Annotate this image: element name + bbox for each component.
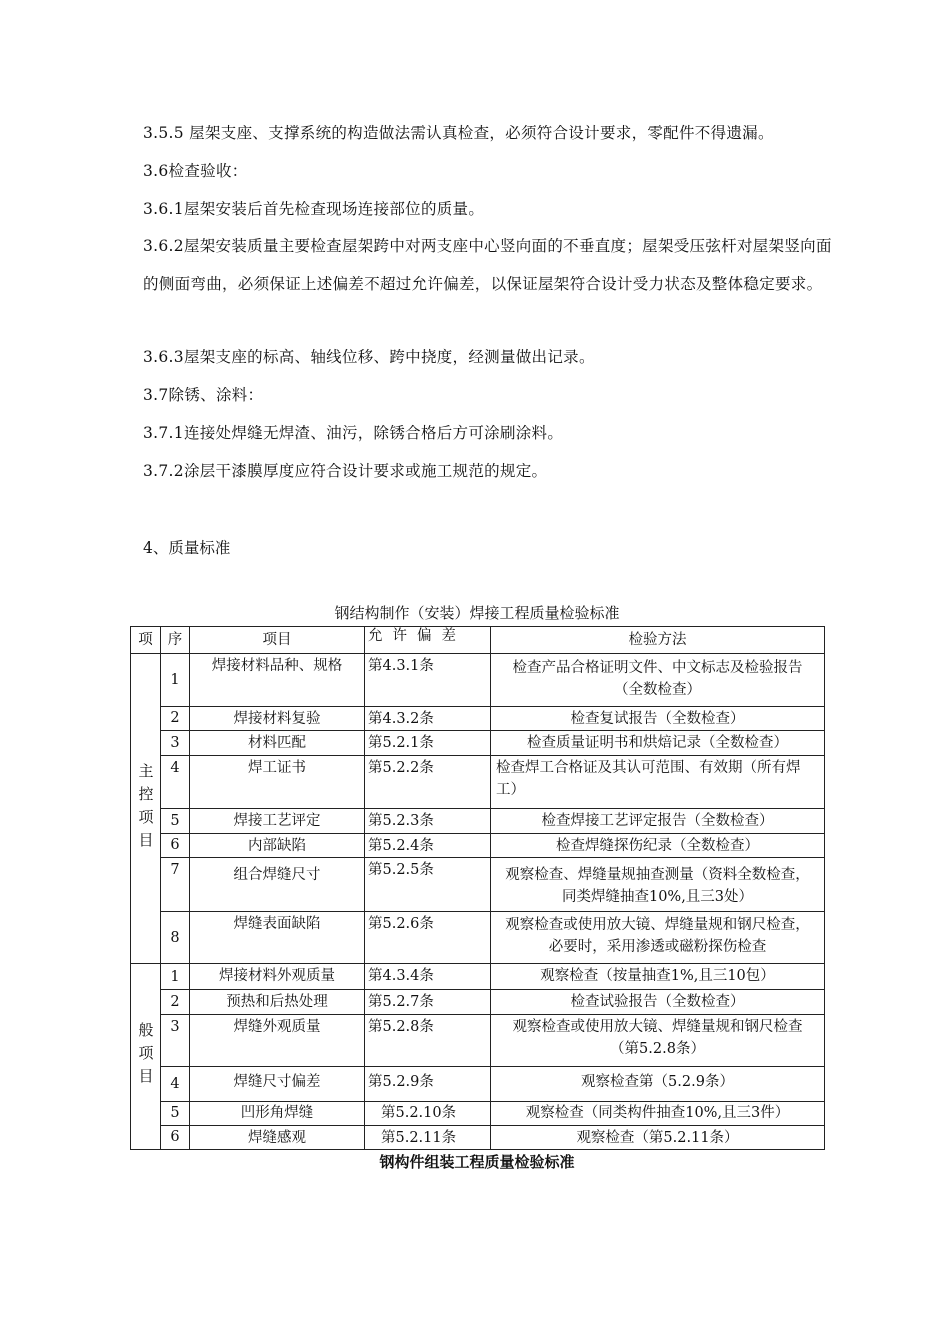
- table-row-tolerance: 第4.3.1条: [365, 654, 491, 707]
- table-row-method: 观察检查、焊缝量规抽查测量（资料全数检查，同类焊缝抽查10%,且三3处）: [491, 858, 825, 912]
- table-row-seq: 6: [161, 1126, 190, 1150]
- table-row-seq: 5: [161, 809, 190, 834]
- table-row-seq: 2: [161, 707, 190, 731]
- table-row-tolerance: 第5.2.9条: [365, 1067, 491, 1102]
- table-row-tolerance: 第5.2.8条: [365, 1015, 491, 1067]
- paragraph-3-6-3: 3.6.3屋架支座的标高、轴线位移、跨中挠度，经测量做出记录。: [143, 348, 595, 366]
- table-row-tolerance: 第4.3.4条: [365, 964, 491, 990]
- table-row-item: 焊接工艺评定: [190, 809, 365, 834]
- table-row-tolerance: 第5.2.1条: [365, 731, 491, 756]
- table-row-seq: 7: [161, 858, 190, 912]
- table-row-method: 观察检查或使用放大镜、焊缝量规和钢尺检查，必要时，采用渗透或磁粉探伤检查: [491, 912, 825, 964]
- table-row-method: 观察检查（同类构件抽查10%,且三3件）: [491, 1102, 825, 1126]
- table-row-seq: 8: [161, 912, 190, 964]
- table-row-tolerance: 第5.2.6条: [365, 912, 491, 964]
- paragraph-3-7-1: 3.7.1连接处焊缝无焊渣、油污，除锈合格后方可涂刷涂料。: [143, 424, 564, 442]
- paragraph-3-6-2: 3.6.2屋架安装质量主要检查屋架跨中对两支座中心竖向面的不垂直度；屋架受压弦杆对屋架竖向面的侧面弯曲，必须保证上述偏差不超过允许偏差，以保证屋架符合设计受力状态及整体稳定要求。: [143, 237, 832, 293]
- table-row-method: 检查产品合格证明文件、中文标志及检验报告（全数检查）: [491, 654, 825, 707]
- category-general-label: 般项目: [136, 1022, 155, 1091]
- category-main-label: 主控项目: [136, 762, 155, 855]
- table-row-tolerance: 第4.3.2条: [365, 707, 491, 731]
- table-row-tolerance: 第5.2.2条: [365, 756, 491, 809]
- table-row-tolerance: 第5.2.5条: [365, 858, 491, 912]
- table-row-tolerance: 第5.2.4条: [365, 834, 491, 858]
- table-row-tolerance: 第5.2.3条: [365, 809, 491, 834]
- header-tolerance: 允许偏差: [368, 628, 466, 644]
- paragraph-3-6-1: 3.6.1屋架安装后首先检查现场连接部位的质量。: [143, 200, 485, 218]
- table-row-seq: 5: [161, 1102, 190, 1126]
- paragraph-3-7-2: 3.7.2涂层干漆膜厚度应符合设计要求或施工规范的规定。: [143, 462, 548, 480]
- table-row-seq: 1: [161, 654, 190, 707]
- table-row-tolerance: 第5.2.11条: [365, 1126, 491, 1150]
- inspection-table: [130, 626, 825, 1150]
- section-heading: 4、质量标准: [143, 539, 231, 557]
- table-row-item: 焊接材料外观质量: [190, 964, 365, 990]
- table-row-method: 观察检查或使用放大镜、焊缝量规和钢尺检查（第5.2.8条）: [491, 1015, 825, 1067]
- table-row-item: 焊接材料复验: [190, 707, 365, 731]
- table-row-item: 焊工证书: [190, 756, 365, 809]
- header-item: 项目: [190, 627, 365, 654]
- table-caption: 钢结构制作（安装）焊接工程质量检验标准: [334, 604, 620, 622]
- category-general: [131, 964, 161, 1150]
- table-row-method: 观察检查（按量抽查1%,且三10包）: [491, 964, 825, 990]
- table-row-method: 检查复试报告（全数检查）: [491, 707, 825, 731]
- table-row-item: 焊缝外观质量: [190, 1015, 365, 1067]
- table-row-item: 内部缺陷: [190, 834, 365, 858]
- table-row-item: 焊接材料品种、规格: [190, 654, 365, 707]
- table-row-method: 检查质量证明书和烘焙记录（全数检查）: [491, 731, 825, 756]
- table-row-item: 组合焊缝尺寸: [190, 858, 365, 912]
- table-row-method: 观察检查（第5.2.11条）: [491, 1126, 825, 1150]
- table-row-seq: 4: [161, 1067, 190, 1102]
- table-row-seq: 3: [161, 1015, 190, 1067]
- next-table-caption: 钢构件组装工程质量检验标准: [379, 1153, 575, 1171]
- table-row-method: 检查焊缝探伤纪录（全数检查）: [491, 834, 825, 858]
- table-row-tolerance: 第5.2.7条: [365, 990, 491, 1015]
- paragraph-3-5-5: 3.5.5 屋架支座、支撑系统的构造做法需认真检查，必须符合设计要求，零配件不得遗漏。: [143, 124, 774, 142]
- table-row-seq: 4: [161, 756, 190, 809]
- paragraph-3-7: 3.7除锈、涂料：: [143, 386, 264, 404]
- table-row-seq: 3: [161, 731, 190, 756]
- table-row-method: 检查焊工合格证及其认可范围、有效期（所有焊工）: [491, 756, 825, 809]
- table-row-item: 焊缝表面缺陷: [190, 912, 365, 964]
- header-method: 检验方法: [491, 627, 825, 654]
- category-main: [131, 654, 161, 964]
- table-row-item: 预热和后热处理: [190, 990, 365, 1015]
- table-row-method: 检查试验报告（全数检查）: [491, 990, 825, 1015]
- table-row-tolerance: 第5.2.10条: [365, 1102, 491, 1126]
- paragraph-3-6: 3.6检查验收：: [143, 162, 248, 180]
- header-seq: 序: [161, 627, 190, 654]
- table-row-item: 凹形角焊缝: [190, 1102, 365, 1126]
- table-row-method: 检查焊接工艺评定报告（全数检查）: [491, 809, 825, 834]
- table-row-item: 焊缝感观: [190, 1126, 365, 1150]
- table-row-seq: 6: [161, 834, 190, 858]
- header-category: 项: [131, 627, 161, 654]
- table-row-item: 焊缝尺寸偏差: [190, 1067, 365, 1102]
- table-row-seq: 2: [161, 990, 190, 1015]
- table-row-method: 观察检查第（5.2.9条）: [491, 1067, 825, 1102]
- table-row-seq: 1: [161, 964, 190, 990]
- table-row-item: 材料匹配: [190, 731, 365, 756]
